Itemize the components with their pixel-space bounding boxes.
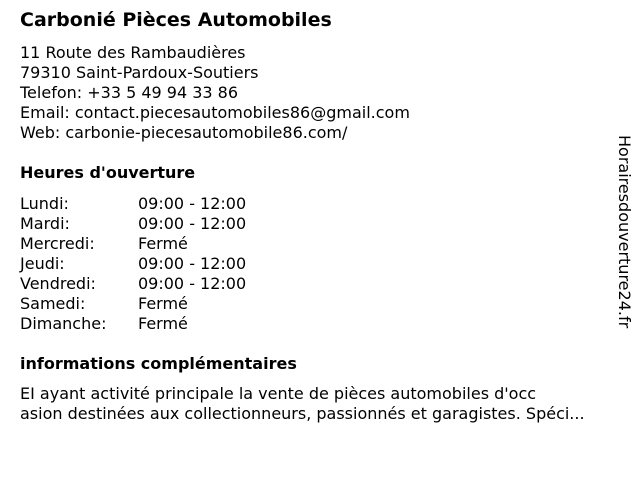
day-label: Mercredi:	[20, 234, 95, 253]
hours-row-thursday	[20, 254, 320, 274]
address-line-1: 11 Route des Rambaudières	[20, 43, 246, 62]
day-hours: 09:00 - 12:00	[138, 274, 247, 293]
contact-block	[20, 43, 410, 143]
hours-row-wednesday	[20, 234, 320, 254]
info-heading: informations complémentaires	[20, 354, 297, 373]
hours-row-friday	[20, 274, 320, 294]
info-line-1: EI ayant activité principale la vente de pièces automobiles d'occ	[20, 384, 537, 403]
day-hours: 09:00 - 12:00	[138, 214, 247, 233]
hours-row-tuesday	[20, 214, 320, 234]
site-watermark	[612, 135, 636, 345]
hours-heading: Heures d'ouverture	[20, 163, 196, 182]
hours-row-monday	[20, 194, 320, 214]
day-hours: 09:00 - 12:00	[138, 194, 247, 213]
address-line-2: 79310 Saint-Pardoux-Soutiers	[20, 63, 259, 82]
day-hours: 09:00 - 12:00	[138, 254, 247, 273]
day-label: Mardi:	[20, 214, 70, 233]
hours-row-sunday	[20, 314, 320, 334]
business-name: Carbonié Pièces Automobiles	[20, 9, 332, 31]
day-hours: Fermé	[138, 294, 188, 313]
day-hours: Fermé	[138, 314, 188, 333]
day-label: Dimanche:	[20, 314, 107, 333]
day-label: Vendredi:	[20, 274, 96, 293]
info-description	[20, 384, 585, 424]
day-label: Samedi:	[20, 294, 86, 313]
day-label: Jeudi:	[20, 254, 65, 273]
info-line-2: asion destinées aux collectionneurs, passionnés et garagistes. Spéci...	[20, 404, 585, 423]
day-label: Lundi:	[20, 194, 69, 213]
day-hours: Fermé	[138, 234, 188, 253]
phone-line: Telefon: +33 5 49 94 33 86	[20, 83, 239, 102]
web-line: Web: carbonie-piecesautomobile86.com/	[20, 123, 348, 142]
hours-row-saturday	[20, 294, 320, 314]
hours-table	[20, 194, 320, 334]
site-watermark-text: Horairesdouverture24.fr	[615, 135, 634, 329]
email-line: Email: contact.piecesautomobiles86@gmail.com	[20, 103, 410, 122]
